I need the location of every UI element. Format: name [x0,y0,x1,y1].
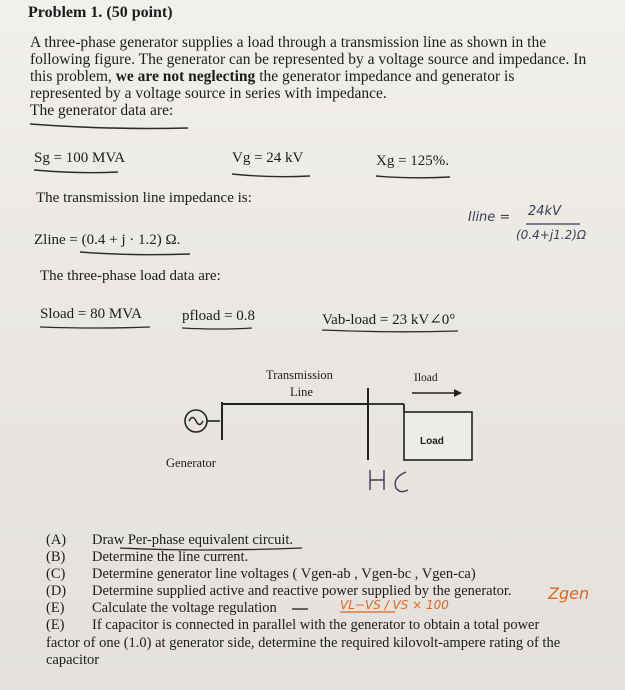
question-b-label: (B) [46,549,66,565]
problem-title: Problem 1. (50 point) [28,4,173,21]
question-continuation-2: capacitor [46,652,100,668]
transmission-line-label-2: Line [290,385,313,399]
handwritten-iline-denominator: (0.4+j1.2)Ω [516,228,587,242]
question-e1-label: (E) [46,600,65,616]
generator-sg: Sg = 100 MVA [34,150,126,166]
question-b-text: Determine the line current. [92,549,249,565]
iload-label: Iload [414,372,438,384]
handwritten-zgen: Zgen [548,584,590,603]
question-c [46,566,476,583]
load-label: Load [420,436,444,447]
question-b [46,549,248,566]
generator-label: Generator [166,456,216,470]
question-c-text: Determine generator line voltages ( Vgen-ab , Vgen-bc , Vgen-ca) [92,566,476,582]
line-impedance-heading: The transmission line impedance is: [36,190,252,206]
question-e2 [46,617,539,634]
load-pf: pfload = 0.8 [182,308,256,324]
generator-vg: Vg = 24 kV [232,150,304,166]
question-continuation-1: factor of one (1.0) at generator side, determine the required kilovolt-ampere rating of the [46,635,561,651]
question-a-label: (A) [46,532,67,548]
transmission-line-label-1: Transmission [266,368,333,382]
intro-line-2: following figure. The generator can be represented by a voltage source and impedance. In [30,51,587,68]
question-e2-text: If capacitor is connected in parallel with the generator to obtain a total power [92,617,540,633]
question-a-text: Draw Per-phase equivalent circuit. [92,532,294,548]
handwritten-iline-label: Iline = [468,210,511,225]
load-data-heading: The three-phase load data are: [40,268,221,284]
question-a [46,532,293,549]
load-vab: Vab-load = 23 kV∠0° [322,312,456,328]
question-e1 [46,600,277,617]
intro-line-4: represented by a voltage source in series with impedance. [30,85,387,102]
intro-line-1: A three-phase generator supplies a load through a transmission line as shown in the [30,34,547,51]
generator-xg: Xg = 125%. [376,153,450,169]
intro-line-3-post: the generator impedance and generator is [259,68,515,85]
line-impedance-value: Zline = (0.4 + j · 1.2) Ω. [34,232,181,248]
intro-line-5: The generator data are: [30,102,174,119]
handwritten-iline-numerator: 24kV [528,204,561,219]
question-d-label: (D) [46,583,67,599]
question-e1-text: Calculate the voltage regulation [92,600,277,616]
load-sload: Sload = 80 MVA [40,306,142,322]
intro-line-3-pre: this problem, [30,68,112,85]
question-e2-label: (E) [46,617,65,633]
intro-emphasis: we are not neglecting [115,68,256,85]
handwritten-regulation-formula: VL−VS / VS × 100 [340,598,449,612]
question-c-label: (C) [46,566,66,582]
question-d-text: Determine supplied active and reactive power supplied by the generator. [92,583,512,599]
